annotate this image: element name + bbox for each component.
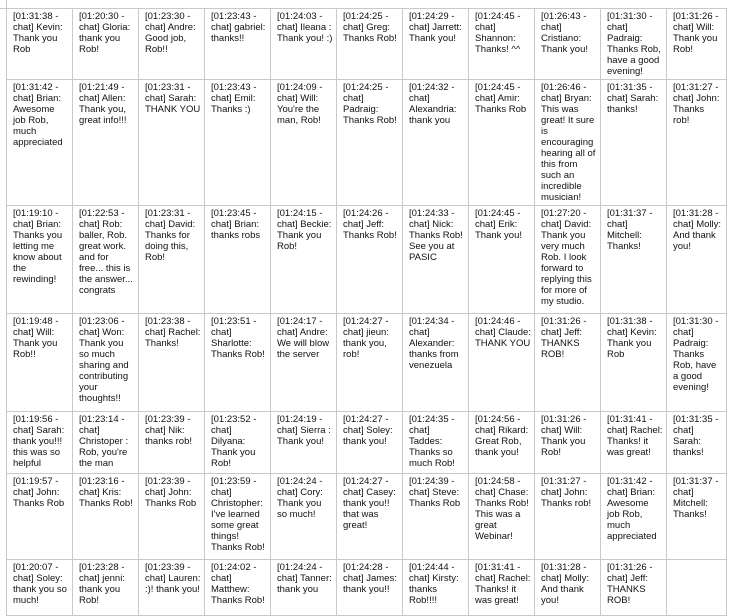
table-cell[interactable]: [01:31:35 - chat] Sarah: thanks! (601, 80, 667, 206)
table-cell[interactable]: [01:23:51 - chat] Sharlotte: Thanks Rob! (205, 314, 271, 412)
table-cell[interactable]: [01:24:28 - chat] James: thank you!! (337, 560, 403, 616)
table-cell[interactable]: [01:24:24 - chat] Cory: Thank you so much! (271, 474, 337, 560)
table-cell[interactable]: [01:24:58 - chat] Chase: Thanks Rob! This was a great Webinar! (469, 474, 535, 560)
table-cell[interactable]: [01:31:27 - chat] John: Thanks rob! (667, 80, 727, 206)
table-cell[interactable]: [01:31:41 - chat] Rachel: Thanks! it was great! (601, 412, 667, 474)
table-cell[interactable]: [01:24:39 - chat] Steve: Thanks Rob (403, 474, 469, 560)
table-cell[interactable]: [01:24:45 - chat] Erik: Thank you! (469, 206, 535, 314)
table-cell[interactable]: [01:27:20 - chat] David: Thank you very much Rob. I look forward to replying this for more of my studio. (535, 206, 601, 314)
table-cell[interactable]: [01:24:56 - chat] Rikard: Great Rob, thank you! (469, 412, 535, 474)
table-cell[interactable]: [01:24:34 - chat] Alexander: thanks from venezuela (403, 314, 469, 412)
table-cell[interactable]: [01:24:19 - chat] Sierra : Thank you! (271, 412, 337, 474)
table-cell[interactable]: [01:23:30 - chat] Andre: Good job, Rob!! (139, 9, 205, 80)
table-cell[interactable]: [01:23:31 - chat] Sarah: THANK YOU (139, 80, 205, 206)
table-cell[interactable]: [01:24:25 - chat] Greg: Thanks Rob! (337, 9, 403, 80)
table-cell[interactable]: [01:19:48 - chat] Will: Thank you Rob!! (7, 314, 73, 412)
table-cell[interactable]: [01:24:09 - chat] Will: You're the man, Rob! (271, 80, 337, 206)
table-cell[interactable]: [01:24:25 - chat] Padraig: Thanks Rob! (337, 80, 403, 206)
table-cell[interactable]: [01:24:32 - chat] Alexandria: thank you (403, 80, 469, 206)
table-cell[interactable]: [01:26:43 - chat] Cristiano: Thank you! (535, 9, 601, 80)
table-cell[interactable]: [01:20:30 - chat] Gloria: thank you Rob! (73, 9, 139, 80)
chat-log-spreadsheet (6, 8, 727, 616)
table-cell[interactable]: [01:31:41 - chat] Rachel: Thanks! it was great! (469, 560, 535, 616)
table-cell[interactable]: [01:23:28 - chat] jenni: thank you Rob! (73, 560, 139, 616)
table-cell[interactable]: [01:19:10 - chat] Brian: Thanks you letting me know about the rewinding! (7, 206, 73, 314)
table-cell[interactable]: [01:24:45 - chat] Amir: Thanks Rob (469, 80, 535, 206)
table-cell[interactable]: [01:23:39 - chat] Nik: thanks rob! (139, 412, 205, 474)
table-cell[interactable]: [01:24:44 - chat] Kirsty: thanks Rob!!!! (403, 560, 469, 616)
table-cell[interactable]: [01:24:45 - chat] Shannon: Thanks! ^^ (469, 9, 535, 80)
table-cell[interactable]: [01:31:35 - chat] Sarah: thanks! (667, 412, 727, 474)
table-cell[interactable]: [01:21:49 - chat] Allen: Thank you, great info!!! (73, 80, 139, 206)
table-cell[interactable]: [01:31:37 - chat] Mitchell: Thanks! (601, 206, 667, 314)
table-cell[interactable] (667, 560, 727, 616)
table-cell[interactable]: [01:23:45 - chat] Brian: thanks robs (205, 206, 271, 314)
table-cell[interactable]: [01:23:52 - chat] Dilyana: Thank you Rob! (205, 412, 271, 474)
table-cell[interactable]: [01:31:38 - chat] Kevin: Thank you Rob (601, 314, 667, 412)
table-row (7, 314, 727, 412)
table-cell[interactable]: [01:31:30 - chat] Padraig: Thanks Rob, have a good evening! (667, 314, 727, 412)
table-cell[interactable]: [01:24:17 - chat] Andre: We will blow the server (271, 314, 337, 412)
table-row (7, 560, 727, 616)
table-cell[interactable]: [01:23:39 - chat] Lauren: :)! thank you! (139, 560, 205, 616)
table-cell[interactable]: [01:24:03 - chat] Ileana : Thank you! :) (271, 9, 337, 80)
table-row (7, 412, 727, 474)
table-cell[interactable]: [01:23:16 - chat] Kris: Thanks Rob! (73, 474, 139, 560)
table-cell[interactable]: [01:31:28 - chat] Molly: And thank you! (667, 206, 727, 314)
table-cell[interactable]: [01:19:57 - chat] John: Thanks Rob (7, 474, 73, 560)
table-cell[interactable]: [01:31:37 - chat] Mitchell: Thanks! (667, 474, 727, 560)
table-row (7, 80, 727, 206)
table-cell[interactable]: [01:31:42 - chat] Brian: Awesome job Rob, much appreciated (7, 80, 73, 206)
table-cell[interactable]: [01:31:26 - chat] Jeff: THANKS ROB! (601, 560, 667, 616)
table-cell[interactable]: [01:23:14 - chat] Christoper : Rob, you're the man (73, 412, 139, 474)
table-cell[interactable]: [01:31:26 - chat] Jeff: THANKS ROB! (535, 314, 601, 412)
table-cell[interactable]: [01:24:02 - chat] Matthew: Thanks Rob! (205, 560, 271, 616)
table-cell[interactable]: [01:23:59 - chat] Christopher: I've learned some great things! Thanks Rob! (205, 474, 271, 560)
table-cell[interactable]: [01:31:38 - chat] Kevin: Thank you Rob (7, 9, 73, 80)
table-cell[interactable]: [01:23:06 - chat] Won: Thank you so much sharing and contributing your thoughts!! (73, 314, 139, 412)
table-cell[interactable]: [01:31:28 - chat] Molly: And thank you! (535, 560, 601, 616)
table-cell[interactable]: [01:31:27 - chat] John: Thanks rob! (535, 474, 601, 560)
table-cell[interactable]: [01:20:07 - chat] Soley: thank you so much! (7, 560, 73, 616)
table-cell[interactable]: [01:24:46 - chat] Claude: THANK YOU (469, 314, 535, 412)
table-cell[interactable]: [01:31:30 - chat] Padraig: Thanks Rob, have a good evening! (601, 9, 667, 80)
table-cell[interactable]: [01:23:43 - chat] Emil: Thanks :) (205, 80, 271, 206)
table-cell[interactable]: [01:31:26 - chat] Will: Thank you Rob! (667, 9, 727, 80)
table-cell[interactable]: [01:24:26 - chat] Jeff: Thanks Rob! (337, 206, 403, 314)
table-cell[interactable]: [01:23:39 - chat] John: Thanks Rob (139, 474, 205, 560)
table-cell[interactable]: [01:31:42 - chat] Brian: Awesome job Rob, much appreciated (601, 474, 667, 560)
table-cell[interactable]: [01:23:31 - chat] David: Thanks for doing this, Rob! (139, 206, 205, 314)
table-cell[interactable]: [01:31:26 - chat] Will: Thank you Rob! (535, 412, 601, 474)
table-cell[interactable]: [01:24:24 - chat] Tanner: thank you (271, 560, 337, 616)
table-cell[interactable]: [01:22:53 - chat] Rob: baller, Rob. great work. and for free... this is the answer... congrats (73, 206, 139, 314)
table-cell[interactable]: [01:24:15 - chat] Beckie: Thank you Rob! (271, 206, 337, 314)
table-row (7, 9, 727, 80)
table-cell[interactable]: [01:24:29 - chat] Jarrett: Thank you! (403, 9, 469, 80)
table-cell[interactable]: [01:23:38 - chat] Rachel: Thanks! (139, 314, 205, 412)
table-row (7, 474, 727, 560)
table-cell[interactable]: [01:23:43 - chat] gabriel: thanks!! (205, 9, 271, 80)
table-cell[interactable]: [01:24:27 - chat] jieun: thank you, rob! (337, 314, 403, 412)
table-cell[interactable]: [01:24:27 - chat] Soley: thank you! (337, 412, 403, 474)
table-cell[interactable]: [01:24:35 - chat] Taddes: Thanks so much Rob! (403, 412, 469, 474)
table-cell[interactable]: [01:19:56 - chat] Sarah: thank you!!! this was so helpful (7, 412, 73, 474)
table-row (7, 206, 727, 314)
table-cell[interactable]: [01:26:46 - chat] Bryan: This was great! It sure is encouraging hearing all of this from such an incredible musician! (535, 80, 601, 206)
table-cell[interactable]: [01:24:27 - chat] Casey: thank you!! that was great! (337, 474, 403, 560)
table-cell[interactable]: [01:24:33 - chat] Nick: Thanks Rob! See you at PASIC (403, 206, 469, 314)
